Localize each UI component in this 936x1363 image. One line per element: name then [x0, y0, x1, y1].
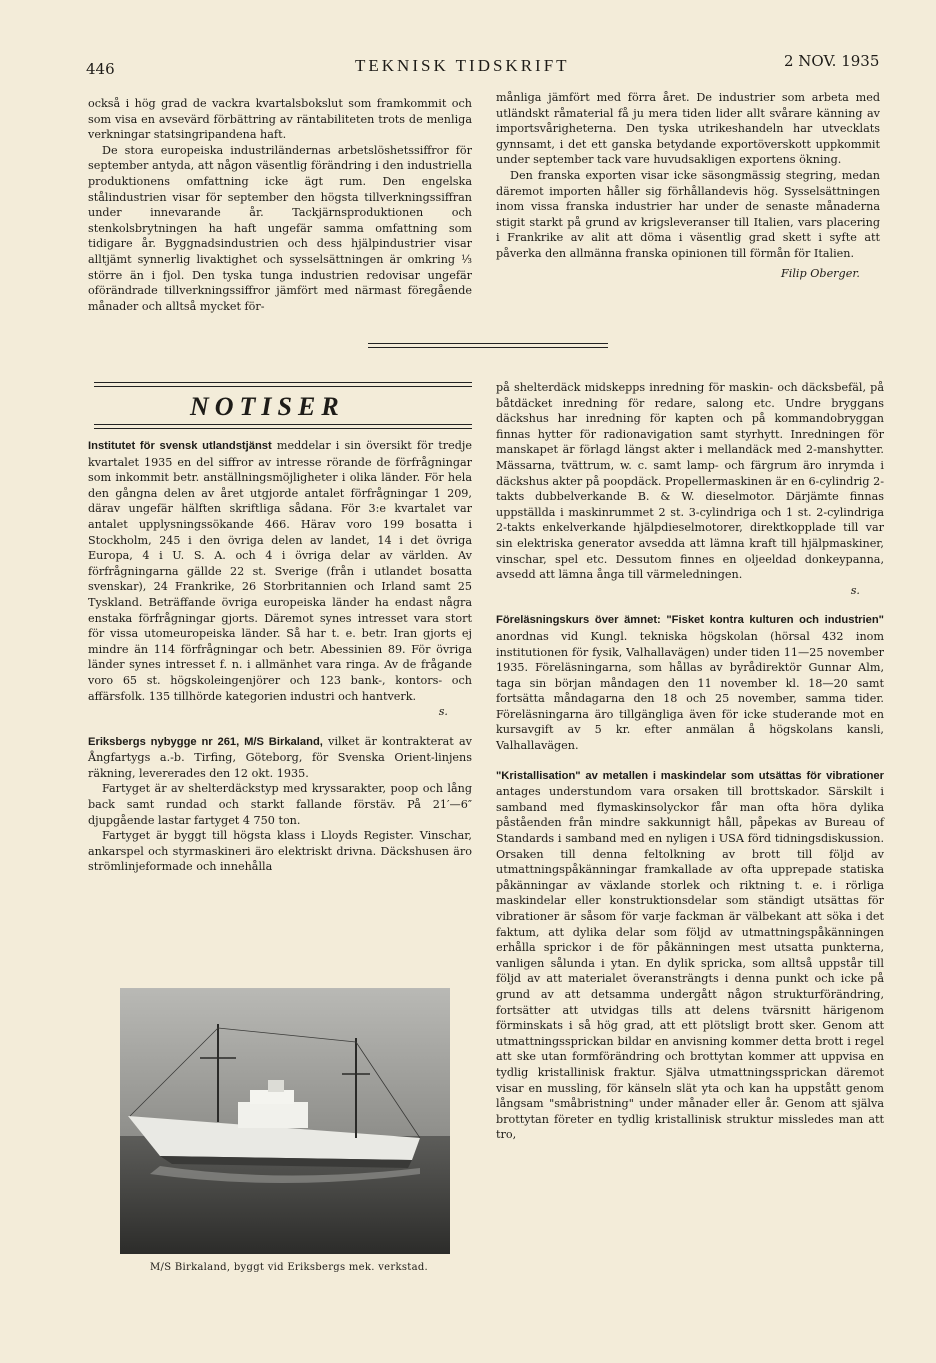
divider: [94, 382, 472, 383]
divider: [94, 424, 472, 425]
paragraph: Fartyget är av shelterdäckstyp med kryssarakter, poop och lång back samt rundad och starkt fallande förstäv. På 21′—6″ djupgående lastar fartyget 4 750 ton.: [88, 782, 472, 827]
notice-signature: s.: [438, 705, 448, 719]
divider: [94, 428, 472, 429]
notice-lead: Eriksbergs nybygge nr 261, M/S Birkaland,: [88, 735, 323, 748]
notices-left-column: [88, 438, 472, 875]
paragraph: Fartyget är byggt till högsta klass i Lloyds Register. Vinschar, ankarspel och styrmaskineri äro elektriskt drivna. Däckshusen äro strömlinjeformade och innehålla: [88, 829, 472, 874]
paragraph: månliga jämfört med förra året. De industrier som arbeta med utländskt råmaterial få ju mera tiden lider allt svårare känning av importsvårigheterna. Den tyska utrikeshandeln har utvecklats gynnsamt, i det ett ganska betydande exportöverskott uppkommit under september tack vare huvudsakligen exportens ökning.: [496, 91, 880, 167]
ship-photo: [120, 988, 450, 1254]
divider: [94, 386, 472, 387]
notices-right-column: [496, 380, 884, 1143]
notice-lead: "Kristallisation" av metallen i maskindelar som utsättas för vibrationer: [496, 769, 884, 782]
photo-caption: M/S Birkaland, byggt vid Eriksbergs mek. verkstad.: [150, 1262, 429, 1273]
author-signature: Filip Oberger.: [781, 266, 860, 280]
notice-lead: Föreläsningskurs över ämnet: "Fisket kontra kulturen och industrien": [496, 614, 884, 627]
notice-eriksberg: [88, 734, 472, 782]
page-number: 446: [86, 60, 115, 78]
paragraph: Den franska exporten visar icke säsongmässig stegring, medan däremot importen håller sig förhållandevis hög. Sysselsättningen inom vissa franska industrier har under de senaste månaderna stigit starkt på grund av krigsleveranser till Italien, vars placering i Frankrike av alit att döma i väsentlig grad skett i syfte att påverka den allmänna franska opinionen till förmån för Italien.: [496, 168, 880, 260]
notice-kristallisation: [496, 768, 884, 1143]
top-article-left-column: [88, 96, 472, 314]
divider: [368, 347, 608, 348]
notice-institutet: [88, 438, 472, 704]
section-heading: NOTISER: [190, 392, 345, 421]
issue-date: 2 NOV. 1935: [784, 52, 880, 70]
notice-lead: Institutet för svensk utlandstjänst: [88, 440, 272, 452]
notice-body: meddelar i sin översikt för tredje kvartalet 1935 en del siffror av intresse rörande de förfrågningar som inkommit betr. anställningsmöjligheter i olika länder. För hela den gångna delen av året utgjorde antalet förfrågningar 1 209, därav ungefär hälften skriftliga sådana. För 3:e kvartalet var antalet upplysningssökande 466. Härav voro 199 bosatta i Stockholm, 245 i den övriga delen av landet, 14 i det övriga Europa, 4 i U. S. A. och 4 i övriga delar av världen. Av förfrågningarna gällde 22 st. Sverige (från i utlandet bosatta svenskar), 24 Frankrike, 26 Storbritannien och Irland samt 25 Tyskland. Beträffande övriga europeiska länder ha endast några enstaka förfrågningar gjorts. Däremot synes intresset vara stort för vissa utomeuropeiska länder. Så har t. e. betr. Iran gjorts ej mindre än 114 förfrågningar och betr. Abessinien 89. För övriga länder synes intresset f. n. i allmänhet vara ringa. Av de frågande voro 65 st. högskoleingenjörer och 123 bank-, kontors- och affärsfolk. 135 tillhörde kategorien industri och hantverk.: [88, 439, 472, 703]
notice-body: vilket är kontrakterat av Ångfartygs a.-b. Tirfing, Göteborg, för Svenska Orient-linjens räkning, levererades den 12 okt. 1935.: [88, 734, 472, 780]
paragraph: också i hög grad de vackra kvartalsbokslut som framkommit och som visa en avsevärd förbättring av räntabiliteten trots de menliga verkningar statsingripandena haft.: [88, 97, 472, 142]
notice-signature: s.: [850, 583, 860, 597]
notice-lecture: [496, 612, 884, 753]
notice-body: antages understundom vara orsaken till brottskador. Särskilt i samband med flymaskinsolyckor får man ofta höra dylika påståenden från mindre sakkunnigt håll, påpekas av Bureau of Standards i samband med en nyligen i USA förd tidningsdiskussion. Orsaken till denna feltolkning av brott till följd av utmattningspåkänningar framkallade av ofta upprepade statiska påkänningar av växlande storlek och riktning t. e. i rörliga maskindelar eller konstruktionsdelar som ständigt utsättas för vibrationer är såsom för varje fackman är välbekant att söka i det faktum, att dylika delar som följd av utmattningspåkänningen erhålla sprickor i de för påkänningen mest utsatta punkterna, vanligen sålunda i ytan. En dylik spricka, som alltså uppstår till följd av att materialet överansträngts i denna punkt och icke på grund av att detsamma undergått någon strukturförändring, fortsätter att utvidgas tills att delens tvärsnitt härigenom förminskats i så hög grad, att ett plötsligt brott sker. Genom att utmattningssprickan bildar en anvisning kommer detta brott i regel att ske utan formförändring och brottytan kommer att uppvisa en tydlig kristallinisk fraktur. Själva utmattningssprickan däremot visar en mussling, för känseln slät yta och kan ha uppstått genom långsam "småbristning" under månader eller år. Genom att själva brottytan företer en tydlig kristallinisk struktur missledes man att tro,: [496, 785, 884, 1142]
divider: [368, 343, 608, 344]
top-article-right-column: [496, 90, 880, 281]
notice-body: anordnas vid Kungl. tekniska högskolan (hörsal 432 inom institutionen för fysik, Valhallavägen) under tiden 11—25 november 1935. Föreläsningarna, som hållas av byrådirektör Gunnar Alm, taga sin början måndagen den 11 november kl. 18—20 samt fortsätta måndagarna den 18 och 25 november, samma tider. Föreläsningarna äro tillgängliga även för icke studerande mot en kursavgift av 5 kr. efter anmälan å högskolans kansli, Valhallavägen.: [496, 629, 884, 753]
paragraph: på shelterdäck midskepps inredning för maskin- och däcksbefäl, på båtdäcket inredning för redare, salong etc. Undre bryggans däckshus har inredning för kapten och på kommandobryggan finnas hytter för radionavigation samt styrhytt. Inredningen för manskapet är förlagd längst akter i mellandäck med 2-manshytter. Mässarna, tvättrum, w. c. samt lamp- och färgrum äro inrymda i däckshus akter på poopdäck. Propellermaskinen är en 6-cylindrig 2-takts dubbelverkande B. & W. dieselmotor. Därjämte finnas uppställda i maskinrummet 2 st. 3-cylindriga och 1 st. 2-cylindriga 2-takts enkelverkande hjälpdieselmotorer, direktkopplade till var sin elektriska generator avsedda att lämna kraft till hjälpmaskiner, vinschar, spel etc. Dessutom finnes en oljeeldad donkeypanna, avsedd att lämna ånga till värmeledningen.: [496, 381, 884, 582]
journal-title: TEKNISK TIDSKRIFT: [355, 56, 570, 75]
paragraph: De stora europeiska industriländernas arbetslöshetssiffror för september antyda, att någon väsentlig förändring i den industriella produktionens omfattning icke ägt rum. Den engelska stålindustrien visar för september den högsta tillverkningssiffran under innevarande år. Tackjärnsproduktionen och stenkolsbrytningen ha haft ungefär samma omfattning som tidigare år. Byggnadsindustrien och dess hjälpindustrier visar alltjämt synnerlig livaktighet och sysselsättningen är omkring ⅓ större än i fjol. Den tyska tunga industrien redovisar ungefär oförändrade tillverkningssiffror jämfört med närmast föregående månader och alltså mycket för-: [88, 143, 472, 313]
